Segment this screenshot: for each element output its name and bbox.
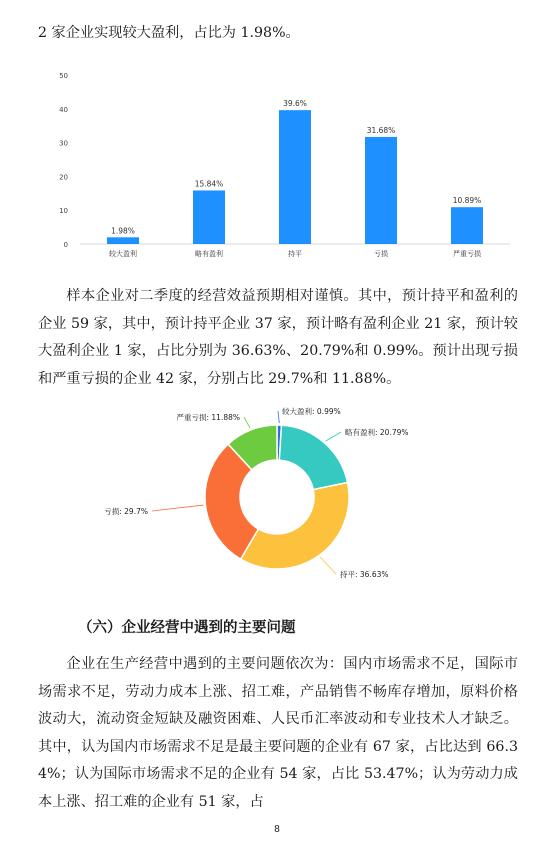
bar: [279, 110, 311, 244]
paragraph-main-problems: 企业在生产经营中遇到的主要问题依次为：国内市场需求不足，国际市场需求不足，劳动力成本上涨、招工难，产品销售不畅库存增加，原料价格波动大，流动资金短缺及融资困难、人民币汇率波动和专业技术人才缺乏。其中，认为国内市场需求不足是最主要问题的企业有 67 家，占比达到 66.34%；认为国际市场需求不足的企业有 54 家，占比 53.47%；认为劳动力成本上涨、招工难的企业有 51 家，占: [38, 656, 518, 810]
donut-chart: [0, 400, 554, 600]
bar-data-label: 15.84%: [194, 179, 224, 189]
donut-slice: [241, 483, 349, 569]
leader-line: [278, 411, 279, 423]
bar-data-label: 10.89%: [452, 196, 482, 206]
bar: [365, 137, 397, 244]
bar: [193, 190, 225, 244]
x-tick-label: 较大盈利: [109, 250, 137, 258]
x-tick-label: 严重亏损: [453, 250, 481, 258]
x-tick-label: 亏损: [374, 250, 388, 258]
bar-data-label: 31.68%: [366, 125, 396, 135]
leader-line: [320, 557, 336, 574]
donut-slice: [279, 425, 347, 489]
leader-line: [244, 417, 250, 428]
y-tick-label: 40: [59, 105, 68, 114]
bar-data-label: 1.98%: [111, 226, 135, 236]
intro-line: 2 家企业实现较大盈利，占比为 1.98%。: [38, 25, 300, 41]
bar-data-label: 39.6%: [283, 99, 307, 109]
paragraph-expectations: 样本企业对二季度的经营效益预期相对谨慎。其中，预计持平和盈利的企业 59 家，其中，预计持平企业 37 家，预计略有盈利企业 21 家，预计较大盈利企业 1 家，占比分别为 36.63%、20.79%和 0.99%。预计出现亏损和严重亏损的企业 42 家，分别占比 29.7%和 11.88%。: [38, 288, 518, 387]
slice-label: 略有盈利: 20.79%: [345, 428, 409, 437]
y-tick-label: 50: [59, 72, 68, 80]
y-tick-label: 0: [63, 241, 68, 249]
bar: [451, 207, 483, 244]
bar: [107, 237, 139, 244]
section-heading: （六）企业经营中遇到的主要问题: [78, 620, 296, 636]
leader-line: [326, 432, 341, 441]
x-tick-label: 持平: [288, 250, 302, 258]
x-tick-label: 略有盈利: [195, 250, 223, 258]
y-tick-label: 30: [59, 139, 68, 148]
slice-label: 较大盈利: 0.99%: [282, 407, 341, 416]
slice-label: 亏损: 29.7%: [104, 507, 148, 516]
y-tick-label: 20: [59, 173, 68, 182]
y-tick-label: 10: [59, 207, 68, 216]
slice-label: 严重亏损: 11.88%: [176, 413, 240, 422]
slice-label: 持平: 36.63%: [340, 570, 389, 579]
page-number: 8: [274, 824, 280, 835]
leader-line: [152, 505, 203, 511]
